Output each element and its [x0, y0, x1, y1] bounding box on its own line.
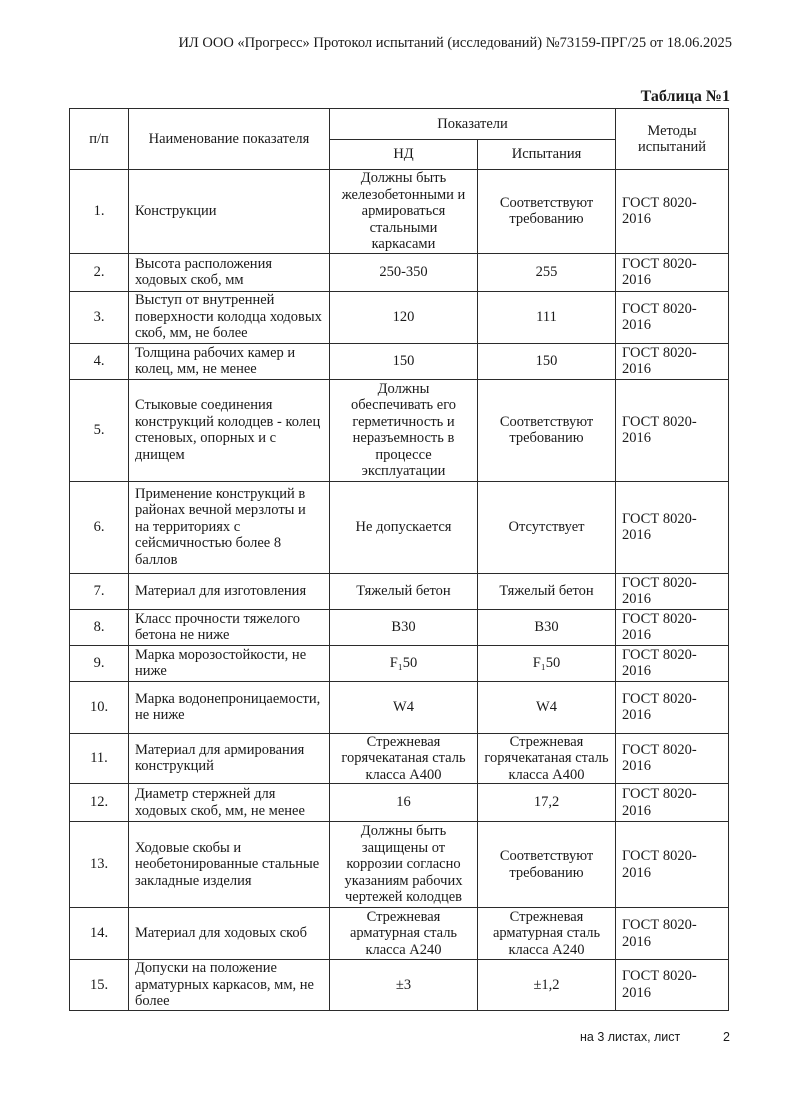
row-nd: Стрежневая горячекатаная сталь класса А400	[330, 733, 478, 784]
row-num: 9.	[70, 645, 129, 681]
table-row	[70, 908, 729, 960]
row-name: Конструкции	[129, 170, 330, 254]
row-num: 6.	[70, 481, 129, 573]
table-row	[70, 609, 729, 645]
row-nd: 150	[330, 343, 478, 379]
row-nd: ±3	[330, 960, 478, 1011]
row-num: 8.	[70, 609, 129, 645]
row-test: Тяжелый бетон	[478, 573, 616, 609]
row-name: Материал для изготовления	[129, 573, 330, 609]
row-num: 5.	[70, 379, 129, 481]
header-indicators: Показатели	[330, 109, 616, 140]
row-nd: 16	[330, 784, 478, 822]
table-row	[70, 253, 729, 291]
row-method: ГОСТ 8020-2016	[616, 822, 729, 908]
header-name: Наименование показателя	[129, 109, 330, 170]
row-method: ГОСТ 8020-2016	[616, 379, 729, 481]
row-test: В30	[478, 609, 616, 645]
row-method: ГОСТ 8020-2016	[616, 609, 729, 645]
row-nd: 120	[330, 291, 478, 343]
row-test: 255	[478, 253, 616, 291]
header-test: Испытания	[478, 140, 616, 170]
row-num: 11.	[70, 733, 129, 784]
row-test: 111	[478, 291, 616, 343]
row-method: ГОСТ 8020-2016	[616, 573, 729, 609]
row-name: Толщина рабочих камер и колец, мм, не менее	[129, 343, 330, 379]
row-method: ГОСТ 8020-2016	[616, 681, 729, 733]
row-nd: F₁50	[330, 645, 478, 681]
row-name: Диаметр стержней для ходовых скоб, мм, не менее	[129, 784, 330, 822]
row-test: 150	[478, 343, 616, 379]
row-test: Соответствуют требованию	[478, 379, 616, 481]
row-name: Материал для ходовых скоб	[129, 908, 330, 960]
row-test: ±1,2	[478, 960, 616, 1011]
table-row	[70, 343, 729, 379]
row-test: Стрежневая горячекатаная сталь класса А400	[478, 733, 616, 784]
row-test: Отсутствует	[478, 481, 616, 573]
row-nd: В30	[330, 609, 478, 645]
row-nd: Тяжелый бетон	[330, 573, 478, 609]
document-header: ИЛ ООО «Прогресс» Протокол испытаний (исследований) №73159-ПРГ/25 от 18.06.2025	[178, 35, 732, 51]
row-nd: Должны быть железобетонными и армироваться стальными каркасами	[330, 170, 478, 254]
table-row	[70, 960, 729, 1011]
row-name: Допуски на положение арматурных каркасов, мм, не более	[129, 960, 330, 1011]
table-row	[70, 681, 729, 733]
row-method: ГОСТ 8020-2016	[616, 170, 729, 254]
row-nd: W4	[330, 681, 478, 733]
row-num: 13.	[70, 822, 129, 908]
header-nd: НД	[330, 140, 478, 170]
row-name: Стыковые соединения конструкций колодцев - колец стеновых, опорных и с днищем	[129, 379, 330, 481]
header-methods: Методы испытаний	[616, 109, 729, 170]
row-method: ГОСТ 8020-2016	[616, 291, 729, 343]
row-test: Соответствуют требованию	[478, 170, 616, 254]
row-test: 17,2	[478, 784, 616, 822]
row-test: F₁50	[478, 645, 616, 681]
row-num: 12.	[70, 784, 129, 822]
footer-pages-text: на 3 листах, лист	[580, 1030, 681, 1044]
row-name: Марка морозостойкости, не ниже	[129, 645, 330, 681]
row-method: ГОСТ 8020-2016	[616, 733, 729, 784]
row-num: 14.	[70, 908, 129, 960]
table-row	[70, 573, 729, 609]
row-name: Высота расположения ходовых скоб, мм	[129, 253, 330, 291]
row-method: ГОСТ 8020-2016	[616, 253, 729, 291]
table-row	[70, 645, 729, 681]
table-row	[70, 733, 729, 784]
table-row	[70, 170, 729, 254]
row-nd: Должны быть защищены от коррозии согласно указаниям рабочих чертежей колодцев	[330, 822, 478, 908]
row-method: ГОСТ 8020-2016	[616, 784, 729, 822]
row-name: Ходовые скобы и необетонированные стальные закладные изделия	[129, 822, 330, 908]
row-test: Стрежневая арматурная сталь класса А240	[478, 908, 616, 960]
row-num: 4.	[70, 343, 129, 379]
row-test: W4	[478, 681, 616, 733]
row-name: Класс прочности тяжелого бетона не ниже	[129, 609, 330, 645]
row-num: 10.	[70, 681, 129, 733]
row-nd: Стрежневая арматурная сталь класса А240	[330, 908, 478, 960]
row-name: Материал для армирования конструкций	[129, 733, 330, 784]
table-row	[70, 379, 729, 481]
row-num: 2.	[70, 253, 129, 291]
results-table	[69, 108, 729, 1011]
row-method: ГОСТ 8020-2016	[616, 960, 729, 1011]
table-row	[70, 822, 729, 908]
row-num: 15.	[70, 960, 129, 1011]
row-num: 3.	[70, 291, 129, 343]
row-test: Соответствуют требованию	[478, 822, 616, 908]
header-num: п/п	[70, 109, 129, 170]
table-row	[70, 784, 729, 822]
table-caption: Таблица №1	[640, 88, 730, 105]
row-name: Выступ от внутренней поверхности колодца ходовых скоб, мм, не более	[129, 291, 330, 343]
row-method: ГОСТ 8020-2016	[616, 908, 729, 960]
row-nd: 250-350	[330, 253, 478, 291]
row-num: 1.	[70, 170, 129, 254]
table-row	[70, 291, 729, 343]
row-nd: Должны обеспечивать его герметичность и неразъемность в процессе эксплуатации	[330, 379, 478, 481]
row-nd: Не допускается	[330, 481, 478, 573]
row-name: Марка водонепроницаемости, не ниже	[129, 681, 330, 733]
row-method: ГОСТ 8020-2016	[616, 343, 729, 379]
table-row	[70, 481, 729, 573]
row-method: ГОСТ 8020-2016	[616, 645, 729, 681]
footer-page-number: 2	[723, 1030, 730, 1044]
row-num: 7.	[70, 573, 129, 609]
row-name: Применение конструкций в районах вечной мерзлоты и на территориях с сейсмичностью более 8 баллов	[129, 481, 330, 573]
row-method: ГОСТ 8020-2016	[616, 481, 729, 573]
table-body	[70, 170, 729, 1011]
